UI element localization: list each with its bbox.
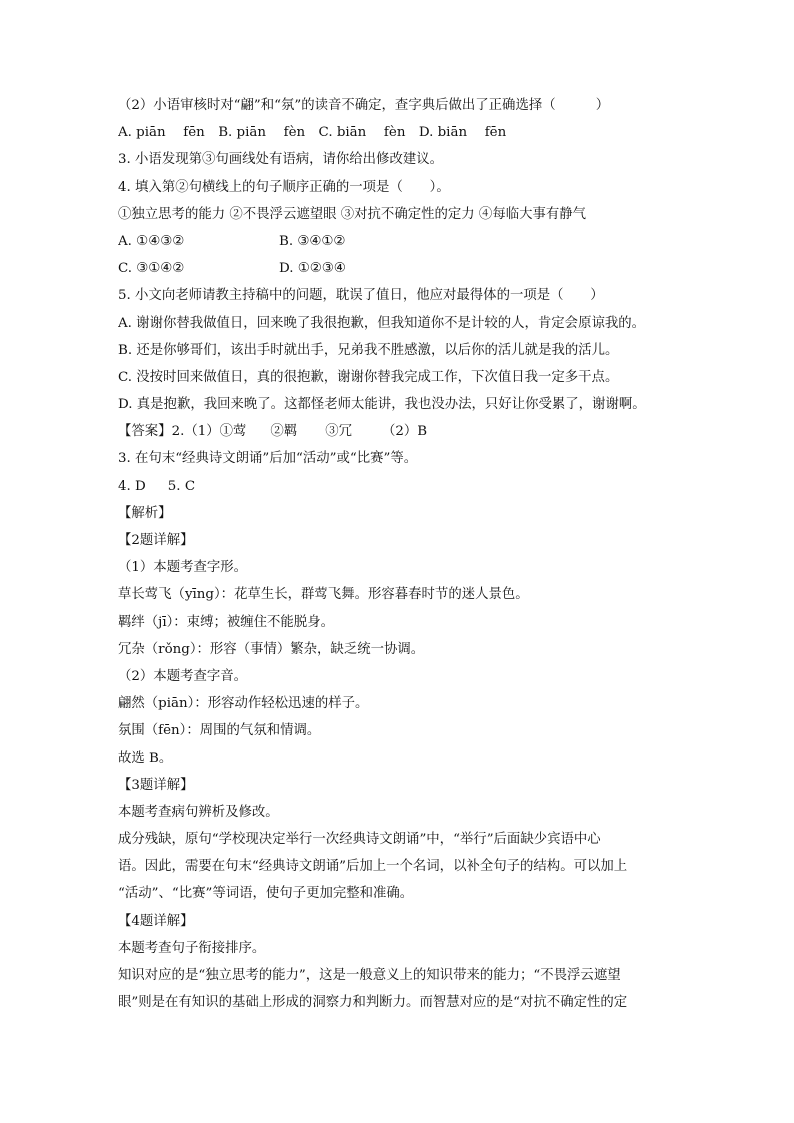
question-4: 4. 填入第②句横线上的句子顺序正确的一项是（ ）。 — [118, 179, 450, 195]
question-5-option-b: B. 还是你够哥们，该出手时就出手，兄弟我不胜感激，以后你的活儿就是我的活儿。 — [118, 342, 619, 358]
detail-2-part-2: （2）本题考查字音。 — [118, 668, 248, 684]
question-5-option-d: D. 真是抱歉，我回来晚了。这都怪老师太能讲，我也没办法，只好让你受累了，谢谢啊。 — [118, 397, 646, 413]
question-5: 5. 小文向老师请教主持稿中的问题，耽误了值日，他应对最得体的一项是（ ） — [118, 288, 604, 304]
question-2-2: （2）小语审核时对“翩”和“氛”的读音不确定，查字典后做出了正确选择（ ） — [118, 98, 610, 113]
answer-label: 【答案】 — [118, 424, 172, 440]
question-4-option-a: A. ①④③② — [118, 233, 185, 249]
analysis-label: 【解析】 — [118, 505, 172, 521]
question-4-option-d: D. ①②③④ — [279, 261, 346, 277]
question-5-option-c: C. 没按时回来做值日，真的很抱歉，谢谢你替我完成工作，下次值日我一定多干点。 — [118, 369, 619, 385]
question-4-option-c: C. ③①④② — [118, 261, 185, 277]
question-3: 3. 小语发现第③句画线处有语病，请你给出修改建议。 — [118, 152, 444, 168]
detail-4-line-1: 本题考查句子衔接排序。 — [118, 940, 266, 956]
answer-5: 5. C — [167, 478, 196, 494]
answer-3: 3. 在句末“经典诗文朗诵”后加“活动”或“比赛”等。 — [118, 451, 418, 467]
answer-part-1: 2.（1）①莺 — [171, 424, 247, 440]
detail-3-label: 【3题详解】 — [118, 777, 194, 793]
detail-3-line-2: 成分残缺，原句“学校现决定举行一次经典诗文朗诵”中，“举行”后面缺少宾语中心 — [118, 832, 601, 848]
detail-2-label: 【2题详解】 — [118, 533, 194, 548]
detail-4-line-3: 眼”则是在有知识的基础上形成的洞察力和判断力。而智慧对应的是“对抗不确定性的定 — [118, 995, 628, 1011]
answer-part-3: ③冗 — [325, 424, 352, 440]
detail-2-part-1: （1）本题考查字形。 — [118, 560, 248, 576]
detail-4-line-2: 知识对应的是“独立思考的能力”，这是一般意义上的知识带来的能力；“不畏浮云遮望 — [118, 968, 621, 983]
answer-4-5 — [118, 473, 678, 500]
detail-2-pron-2: 氛围（fēn）：周围的气氛和情调。 — [118, 723, 321, 739]
detail-3-line-1: 本题考查病句辨析及修改。 — [118, 804, 279, 820]
detail-3-line-3: 语。因此，需要在句末“经典诗文朗诵”后加上一个名词，以补全句子的结构。可以加上 — [118, 859, 628, 875]
answer-part-2: ②羁 — [270, 424, 298, 440]
detail-2-word-2: 羁绊（jī）：束缚；被缠住不能脱身。 — [118, 614, 334, 630]
document-page — [118, 92, 678, 1016]
detail-2-choose: 故选 B。 — [118, 750, 173, 766]
answer-line — [118, 418, 678, 445]
answer-4: 4. D — [118, 478, 146, 494]
detail-2-pron-1: 翩然（piān）：形容动作轻松迅速的样子。 — [118, 696, 369, 712]
detail-3-line-4: “活动”、“比赛”等词语，使句子更加完整和准确。 — [118, 886, 414, 902]
question-2-2-options: A. piān fēn B. piān fèn C. biān fèn D. biān fēn — [118, 125, 507, 141]
detail-2-word-1: 草长莺飞（yīng）：花草生长，群莺飞舞。形容暮春时节的迷人景色。 — [118, 587, 529, 603]
question-4-options-row-2 — [118, 255, 678, 282]
detail-4-label: 【4题详解】 — [118, 913, 194, 929]
detail-2-word-3: 冗杂（rǒng）：形容（事情）繁杂，缺乏统一协调。 — [118, 641, 425, 657]
question-4-items: ①独立思考的能力 ②不畏浮云遮望眼 ③对抗不确定性的定力 ④每临大事有静气 — [118, 206, 587, 222]
question-4-option-b: B. ③④①② — [279, 233, 346, 249]
question-4-options-row-1 — [118, 228, 678, 255]
answer-part-4: （2）B — [381, 424, 428, 440]
question-5-option-a: A. 谢谢你替我做值日，回来晚了我很抱歉，但我知道你不是计较的人，肯定会原谅我的。 — [118, 315, 646, 331]
